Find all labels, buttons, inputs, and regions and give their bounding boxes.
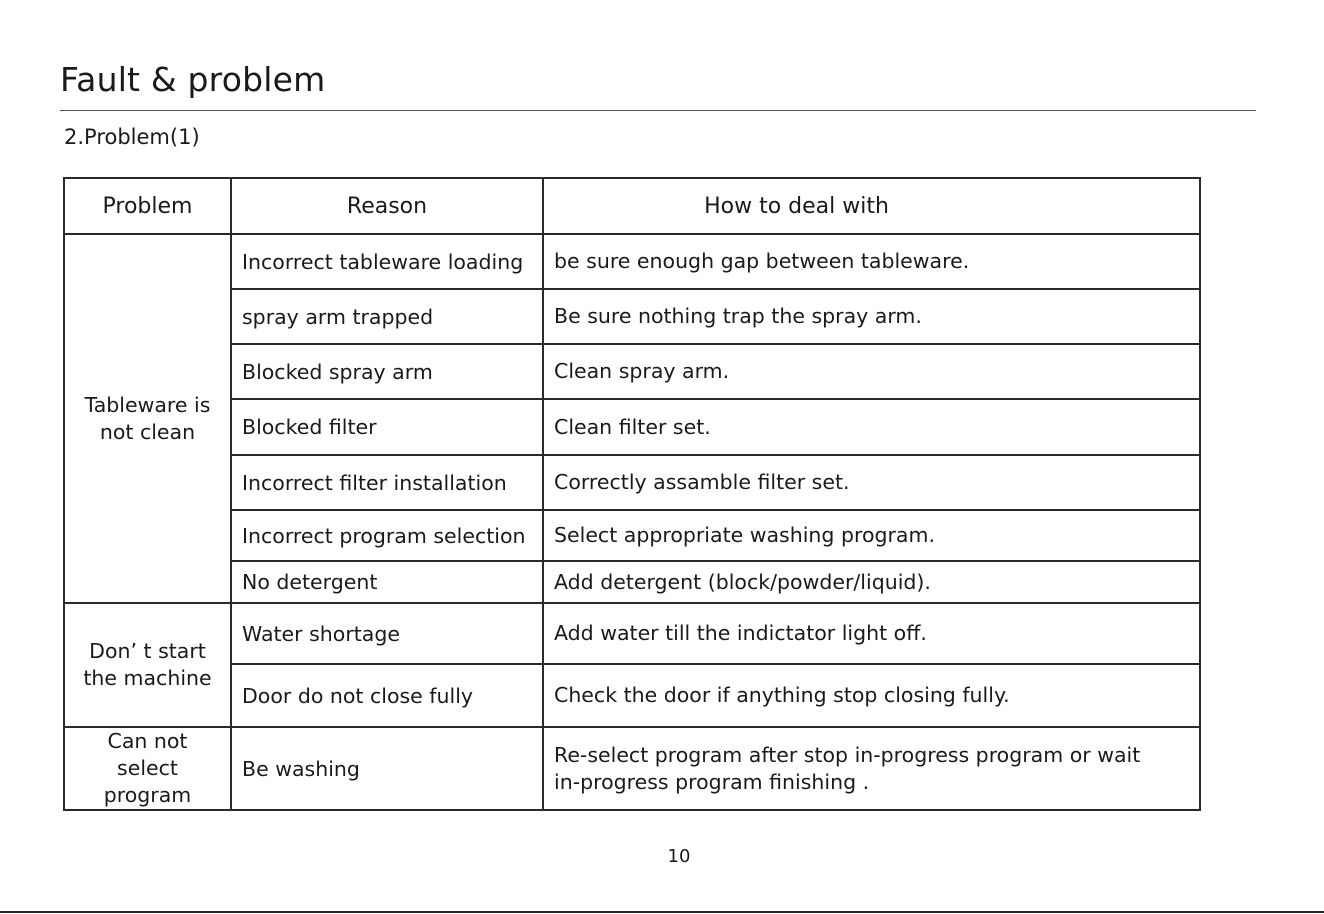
action-cell: Be sure nothing trap the spray arm. xyxy=(543,289,1200,344)
reason-cell: Incorrect tableware loading xyxy=(231,234,543,289)
action-cell: be sure enough gap between tableware. xyxy=(543,234,1200,289)
page-number: 10 xyxy=(667,846,691,867)
fault-table xyxy=(63,177,1201,811)
table-row xyxy=(64,664,1200,727)
reason-cell: No detergent xyxy=(231,561,543,603)
table-row xyxy=(64,234,1200,289)
action-cell: Check the door if anything stop closing fully. xyxy=(543,664,1200,727)
reason-cell: Blocked filter xyxy=(231,399,543,455)
header-how-to-deal: How to deal with xyxy=(543,178,1200,234)
action-cell: Add detergent (block/powder/liquid). xyxy=(543,561,1200,603)
action-cell: Clean filter set. xyxy=(543,399,1200,455)
reason-cell: Be washing xyxy=(231,727,543,810)
reason-cell: Door do not close fully xyxy=(231,664,543,727)
table-row xyxy=(64,727,1200,810)
title-divider xyxy=(60,110,1256,111)
reason-cell: Incorrect program selection xyxy=(231,510,543,561)
header-reason: Reason xyxy=(231,178,543,234)
table-row xyxy=(64,399,1200,455)
action-cell: Clean spray arm. xyxy=(543,344,1200,399)
reason-cell: Incorrect filter installation xyxy=(231,455,543,510)
action-cell: Add water till the indictator light off. xyxy=(543,603,1200,664)
table-row xyxy=(64,603,1200,664)
action-cell: Correctly assamble filter set. xyxy=(543,455,1200,510)
header-problem: Problem xyxy=(64,178,231,234)
problem-text: Tableware is not clean xyxy=(84,392,211,444)
table-row xyxy=(64,561,1200,603)
reason-cell: Blocked spray arm xyxy=(231,344,543,399)
table-row xyxy=(64,455,1200,510)
section-subtitle: 2.Problem(1) xyxy=(64,125,200,149)
reason-cell: Water shortage xyxy=(231,603,543,664)
table-header-row xyxy=(64,178,1200,234)
bottom-divider xyxy=(0,911,1324,913)
table-row xyxy=(64,289,1200,344)
action-cell: Re-select program after stop in-progress program or wait in-progress program finishing . xyxy=(543,727,1200,810)
table-row xyxy=(64,344,1200,399)
problem-cell xyxy=(64,234,231,603)
table-row xyxy=(64,510,1200,561)
problem-text: Don’ t start the machine xyxy=(83,639,212,690)
problem-text: Can not select program xyxy=(103,729,192,807)
problem-cell xyxy=(64,603,231,727)
reason-cell: spray arm trapped xyxy=(231,289,543,344)
action-cell: Select appropriate washing program. xyxy=(543,510,1200,561)
page-title: Fault & problem xyxy=(60,60,326,99)
problem-cell xyxy=(64,727,231,810)
